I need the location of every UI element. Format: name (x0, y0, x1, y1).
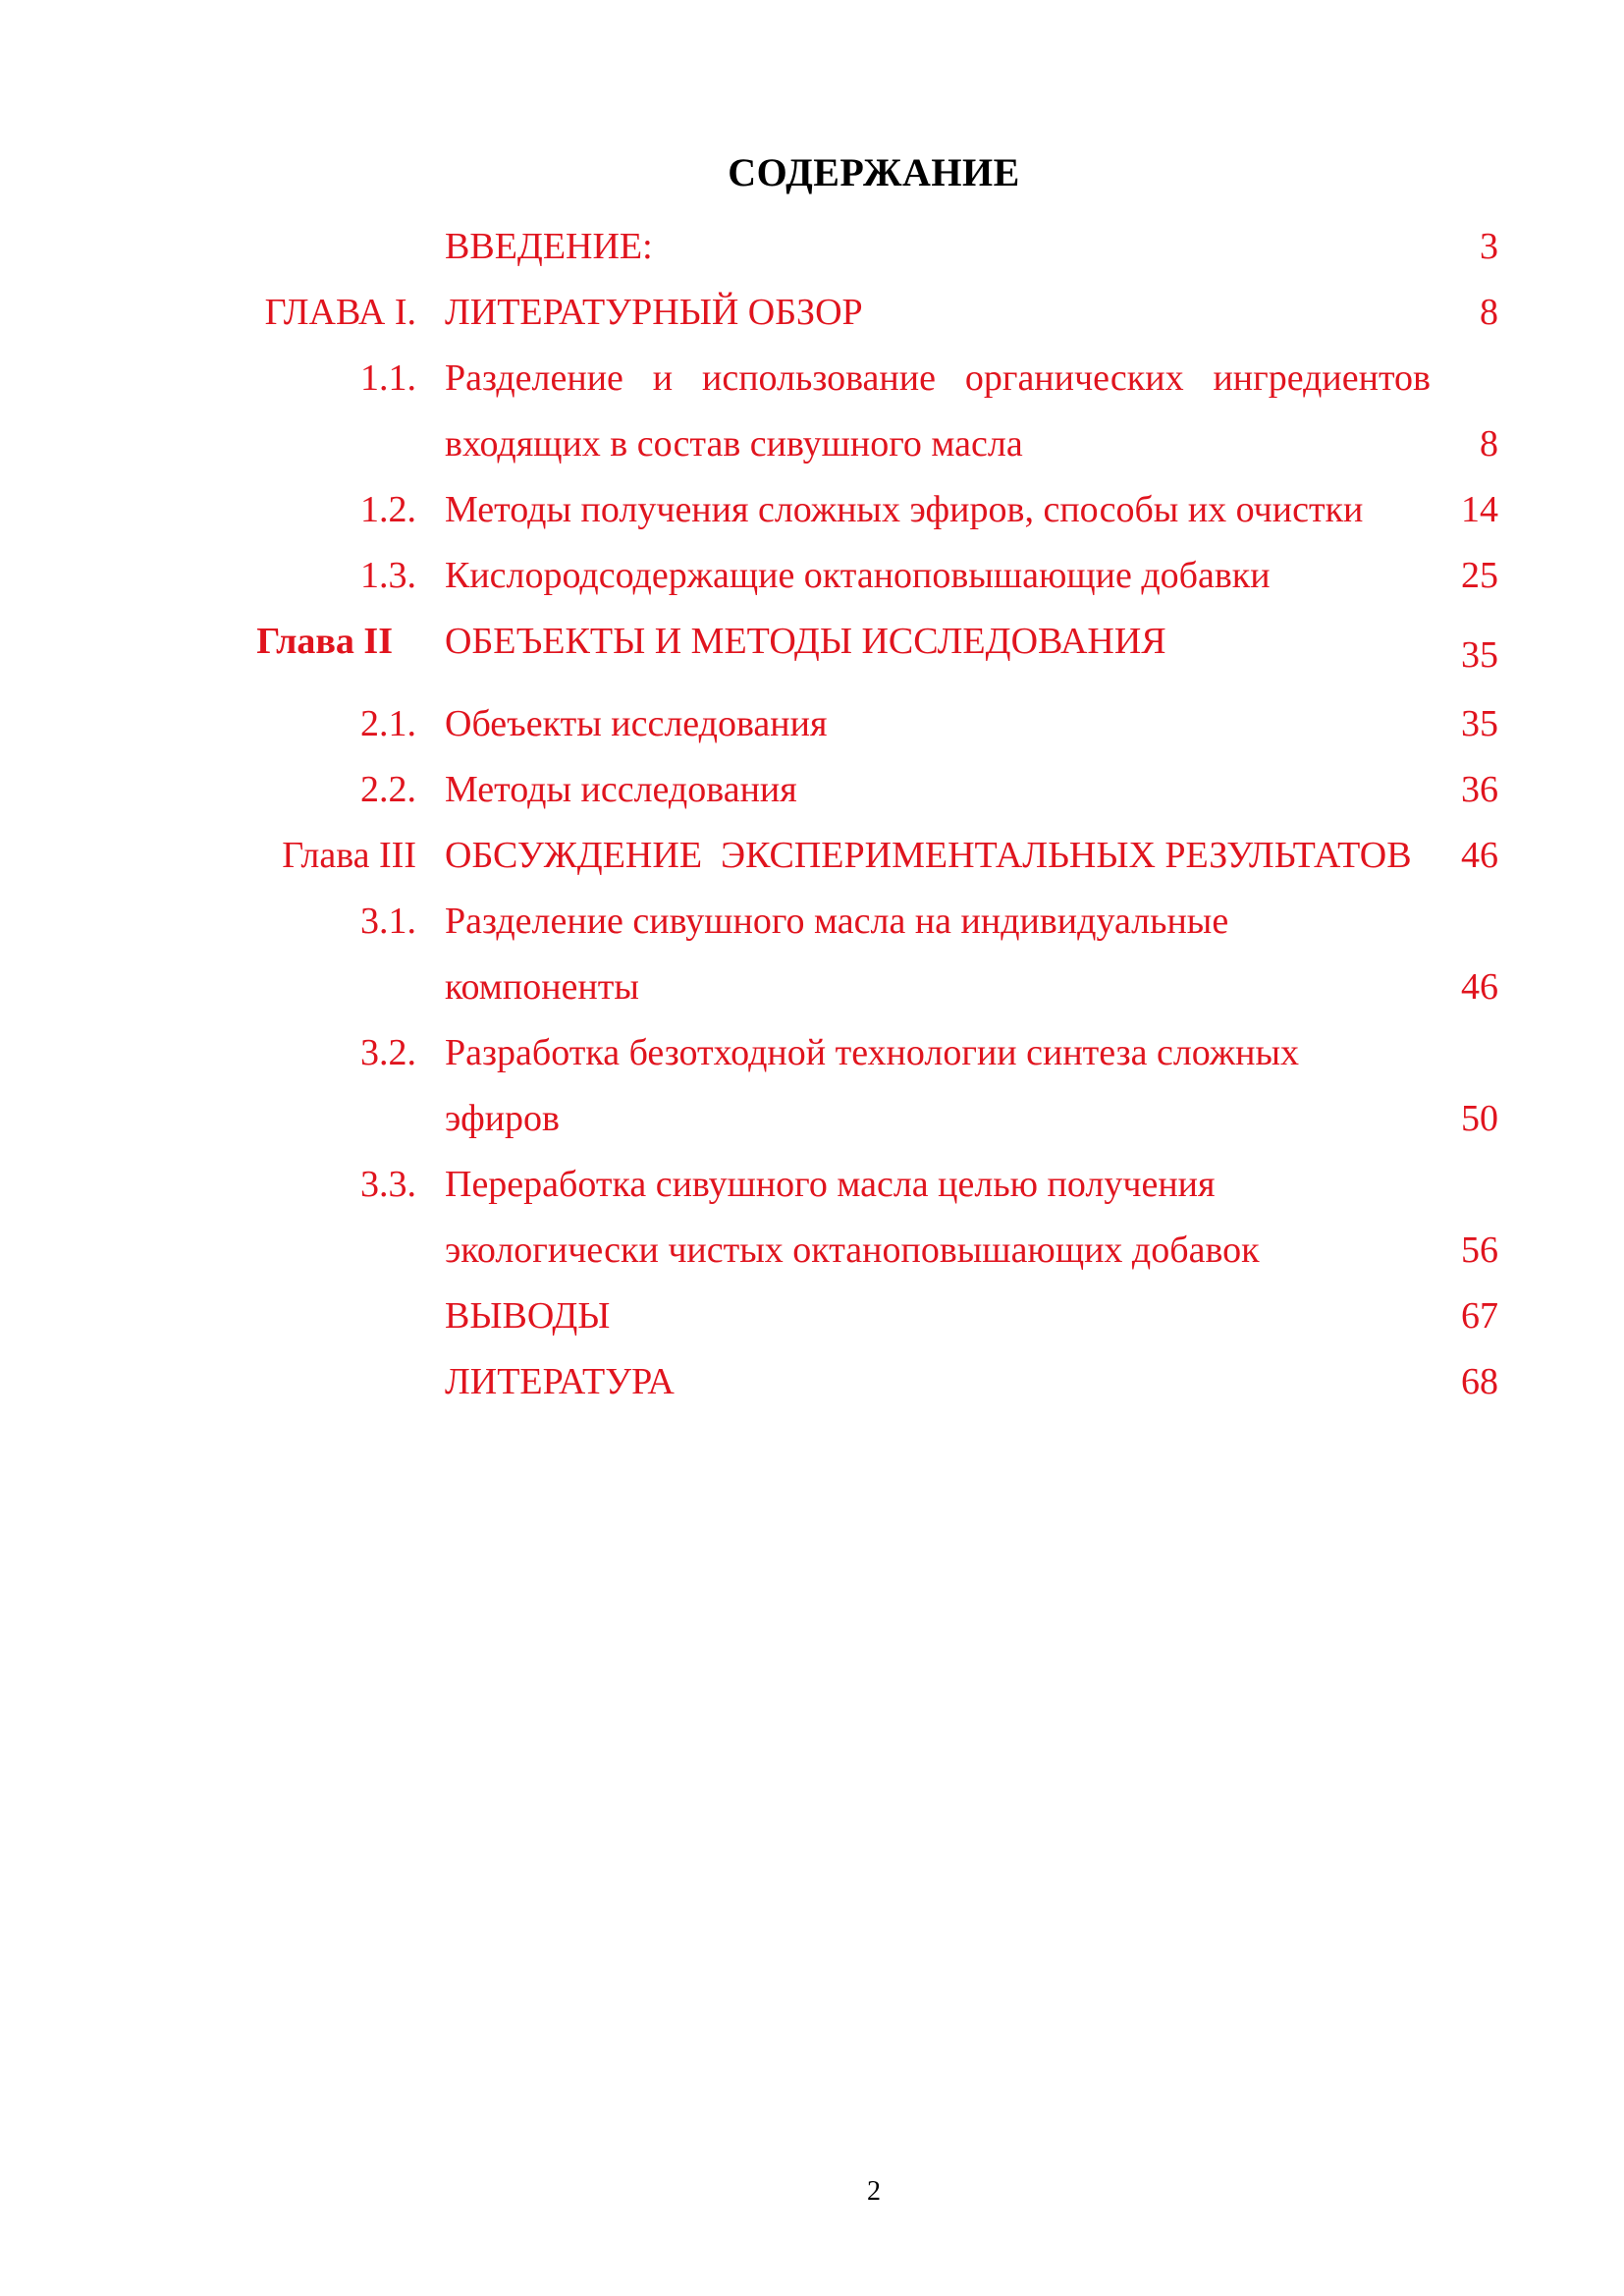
toc-entry-text: ВЫВОДЫ (445, 1295, 611, 1337)
toc-entry-section-3-3-continued[interactable] (0, 1218, 1624, 1284)
toc-entry-text: экологически чистых октаноповышающих добавок (445, 1230, 1260, 1271)
toc-entry-chapter-1[interactable] (0, 280, 1624, 346)
toc-entry-text: ОБСУЖДЕНИЕ ЭКСПЕРИМЕНТАЛЬНЫХ РЕЗУЛЬТАТОВ (445, 835, 1412, 876)
toc-entry-text: Методы получения сложных эфиров, способы их очистки (445, 489, 1364, 530)
toc-entry-label: 1.2. (360, 489, 416, 530)
toc-entry-section-1-1-continued[interactable] (0, 411, 1624, 477)
toc-entry-page: 50 (1461, 1098, 1498, 1139)
toc-entry-section-3-2[interactable] (0, 1020, 1624, 1086)
toc-title: СОДЕРЖАНИЕ (728, 150, 1020, 194)
toc-entry-chapter-2[interactable] (0, 609, 1624, 691)
toc-entry-page: 35 (1461, 703, 1498, 744)
toc-entry-text: ЛИТЕРАТУРА (445, 1361, 675, 1402)
toc-entry-section-3-1-continued[interactable] (0, 955, 1624, 1020)
toc-entry-section-1-3[interactable] (0, 543, 1624, 609)
toc-entry-text: Разработка безотходной технологии синтеза сложных (445, 1032, 1299, 1073)
toc-entry-label: ГЛАВА I. (264, 292, 416, 333)
toc-entry-page: 68 (1461, 1361, 1498, 1402)
toc-entry-page: 67 (1461, 1295, 1498, 1337)
toc-entry-text: ОБЕЪЕКТЫ И МЕТОДЫ ИССЛЕДОВАНИЯ (445, 621, 1166, 662)
toc-entry-text: Кислородсодержащие октаноповышающие добавки (445, 555, 1271, 596)
toc-entry-section-1-2[interactable] (0, 477, 1624, 543)
toc-entry-text: эфиров (445, 1098, 560, 1139)
toc-entry-text: входящих в состав сивушного масла (445, 423, 1023, 465)
toc-entry-section-2-1[interactable] (0, 691, 1624, 757)
toc-entry-references[interactable] (0, 1349, 1624, 1415)
toc-entry-label: 2.2. (360, 769, 416, 810)
toc-entry-text: Разделение сивушного масла на индивидуальные (445, 901, 1229, 942)
toc-entry-label: 3.3. (360, 1164, 416, 1205)
toc-entry-text: Разделение и использование органических ингредиентов (445, 357, 1431, 399)
toc-entry-page: 35 (1461, 634, 1498, 676)
toc-entry-label: 3.2. (360, 1032, 416, 1073)
toc-entry-text: ВВЕДЕНИЕ: (445, 226, 653, 267)
toc-entry-chapter-3[interactable] (0, 823, 1624, 889)
toc-entry-text: Обеъекты исследования (445, 703, 828, 744)
toc-entry-text: Методы исследования (445, 769, 797, 810)
toc-entry-page: 56 (1461, 1230, 1498, 1271)
toc-entry-label: Глава III (282, 835, 416, 876)
toc-entry-page: 46 (1461, 966, 1498, 1008)
toc-entry-page: 8 (1480, 423, 1498, 465)
toc-entry-conclusions[interactable] (0, 1284, 1624, 1349)
toc-entry-introduction[interactable] (0, 214, 1624, 280)
toc-entry-section-2-2[interactable] (0, 757, 1624, 823)
toc-entry-page: 36 (1461, 769, 1498, 810)
toc-entry-section-3-3[interactable] (0, 1152, 1624, 1218)
toc-entry-text: компоненты (445, 966, 639, 1008)
toc-entry-page: 25 (1461, 555, 1498, 596)
toc-entry-page: 3 (1480, 226, 1498, 267)
toc-entry-label: 3.1. (360, 901, 416, 942)
toc-entry-label: Глава II (256, 621, 393, 662)
toc-entry-section-3-1[interactable] (0, 889, 1624, 955)
toc-entry-text: Переработка сивушного масла целью получения (445, 1164, 1216, 1205)
toc-entry-page: 14 (1461, 489, 1498, 530)
page-number: 2 (867, 2176, 881, 2207)
table-of-contents (0, 214, 1624, 1415)
toc-entry-label: 1.3. (360, 555, 416, 596)
toc-entry-section-1-1[interactable] (0, 346, 1624, 411)
toc-entry-page: 46 (1461, 835, 1498, 876)
toc-entry-label: 2.1. (360, 703, 416, 744)
toc-entry-section-3-2-continued[interactable] (0, 1086, 1624, 1152)
toc-entry-page: 8 (1480, 292, 1498, 333)
toc-entry-text: ЛИТЕРАТУРНЫЙ ОБЗОР (445, 292, 863, 333)
toc-entry-label: 1.1. (360, 357, 416, 399)
